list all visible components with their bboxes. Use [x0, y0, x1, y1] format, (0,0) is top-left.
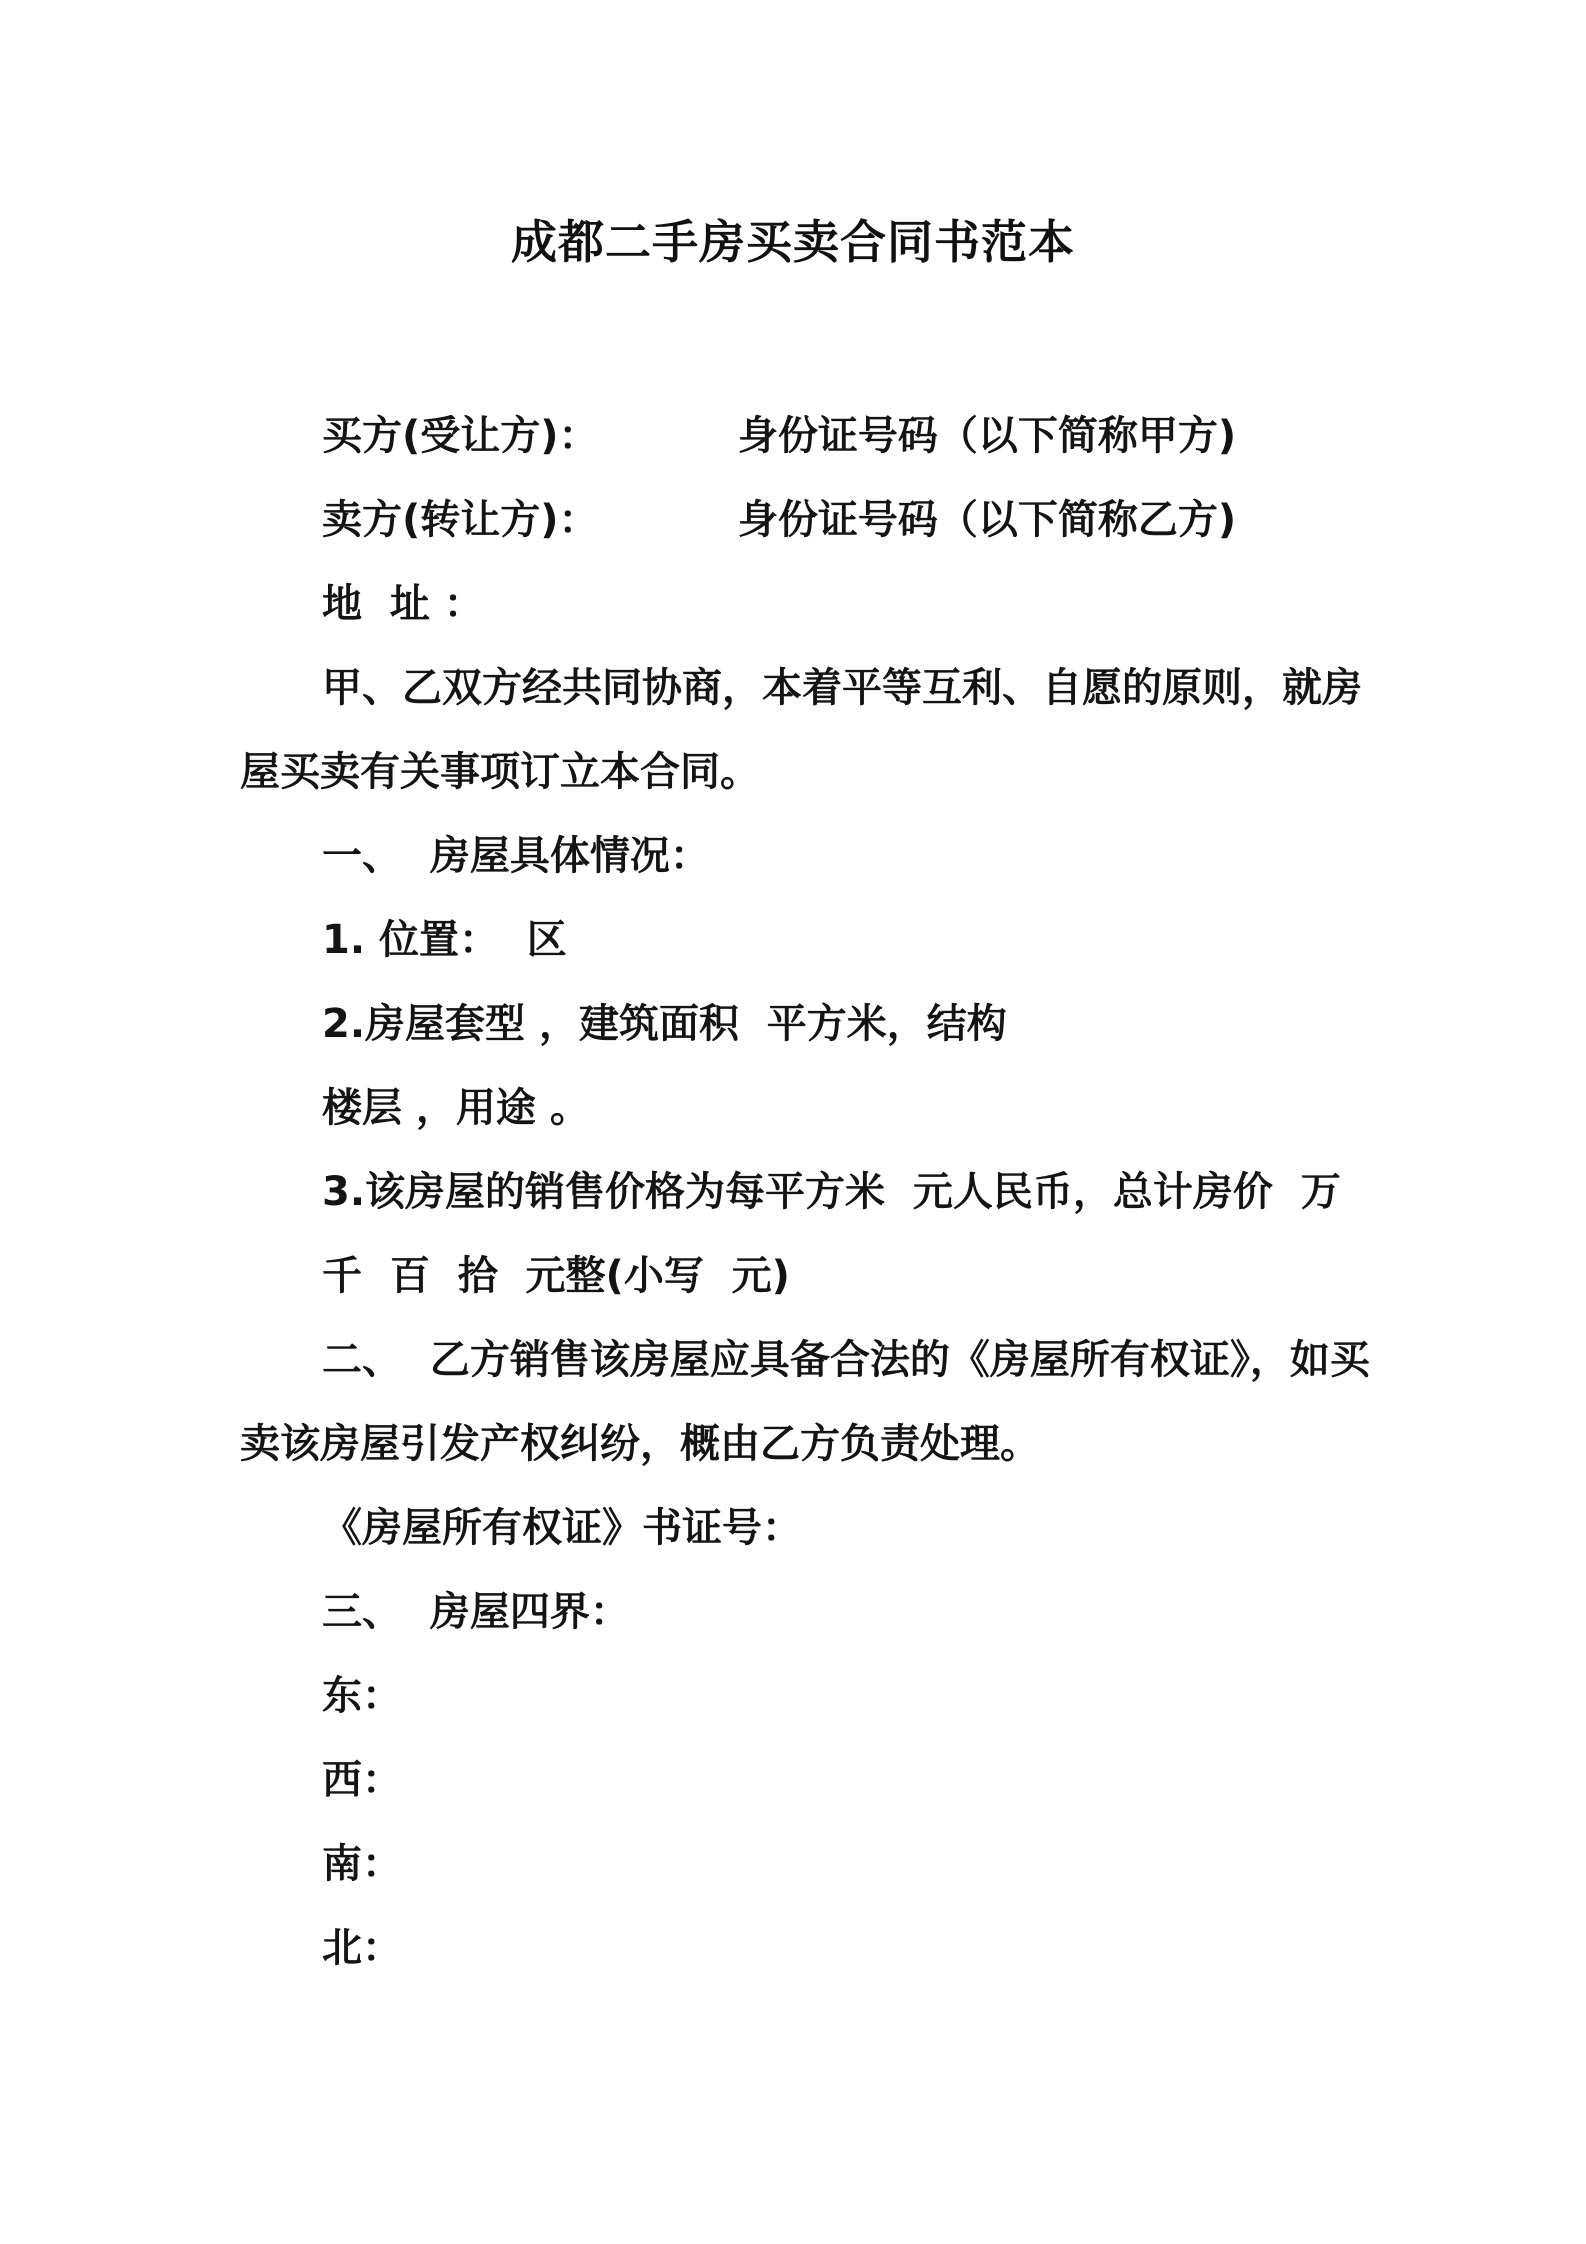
section-2-line-1: 二、 乙方销售该房屋应具备合法的《房屋所有权证》，如买 [322, 1337, 1370, 1383]
buyer-line: 买方(受让方)： 身份证号码（以下简称甲方) [322, 413, 1237, 459]
boundary-south: 南： [322, 1841, 402, 1887]
document-title: 成都二手房买卖合同书范本 [511, 215, 1075, 269]
boundary-east: 东： [322, 1673, 402, 1719]
section-1-item-2a: 2.房屋套型 ，建筑面积 平方米，结构 [322, 1001, 1007, 1047]
address-line: 地 址 ： [322, 581, 484, 627]
section-1-item-2b: 楼层 ，用途 。 [322, 1085, 590, 1131]
section-2-line-2: 卖该房屋引发产权纠纷，概由乙方负责处理。 [240, 1421, 1040, 1467]
boundary-west: 西： [322, 1757, 402, 1803]
intro-line-2: 屋买卖有关事项订立本合同。 [240, 749, 760, 795]
boundary-north: 北： [322, 1925, 402, 1971]
section-1-item-3a: 3.该房屋的销售价格为每平方米 元人民币，总计房价 万 [322, 1169, 1341, 1215]
section-1-item-3b: 千 百 拾 元整(小写 元) [322, 1253, 790, 1299]
seller-line: 卖方(转让方)： 身份证号码（以下简称乙方) [322, 497, 1237, 543]
section-1-item-1: 1. 位置： 区 [322, 917, 567, 963]
section-1-heading: 一、 房屋具体情况： [322, 833, 710, 879]
intro-line-1: 甲、乙双方经共同协商，本着平等互利、自愿的原则，就房 [322, 665, 1362, 711]
section-3-heading: 三、 房屋四界： [322, 1589, 630, 1635]
property-cert-number: 《房屋所有权证》书证号： [322, 1505, 802, 1551]
